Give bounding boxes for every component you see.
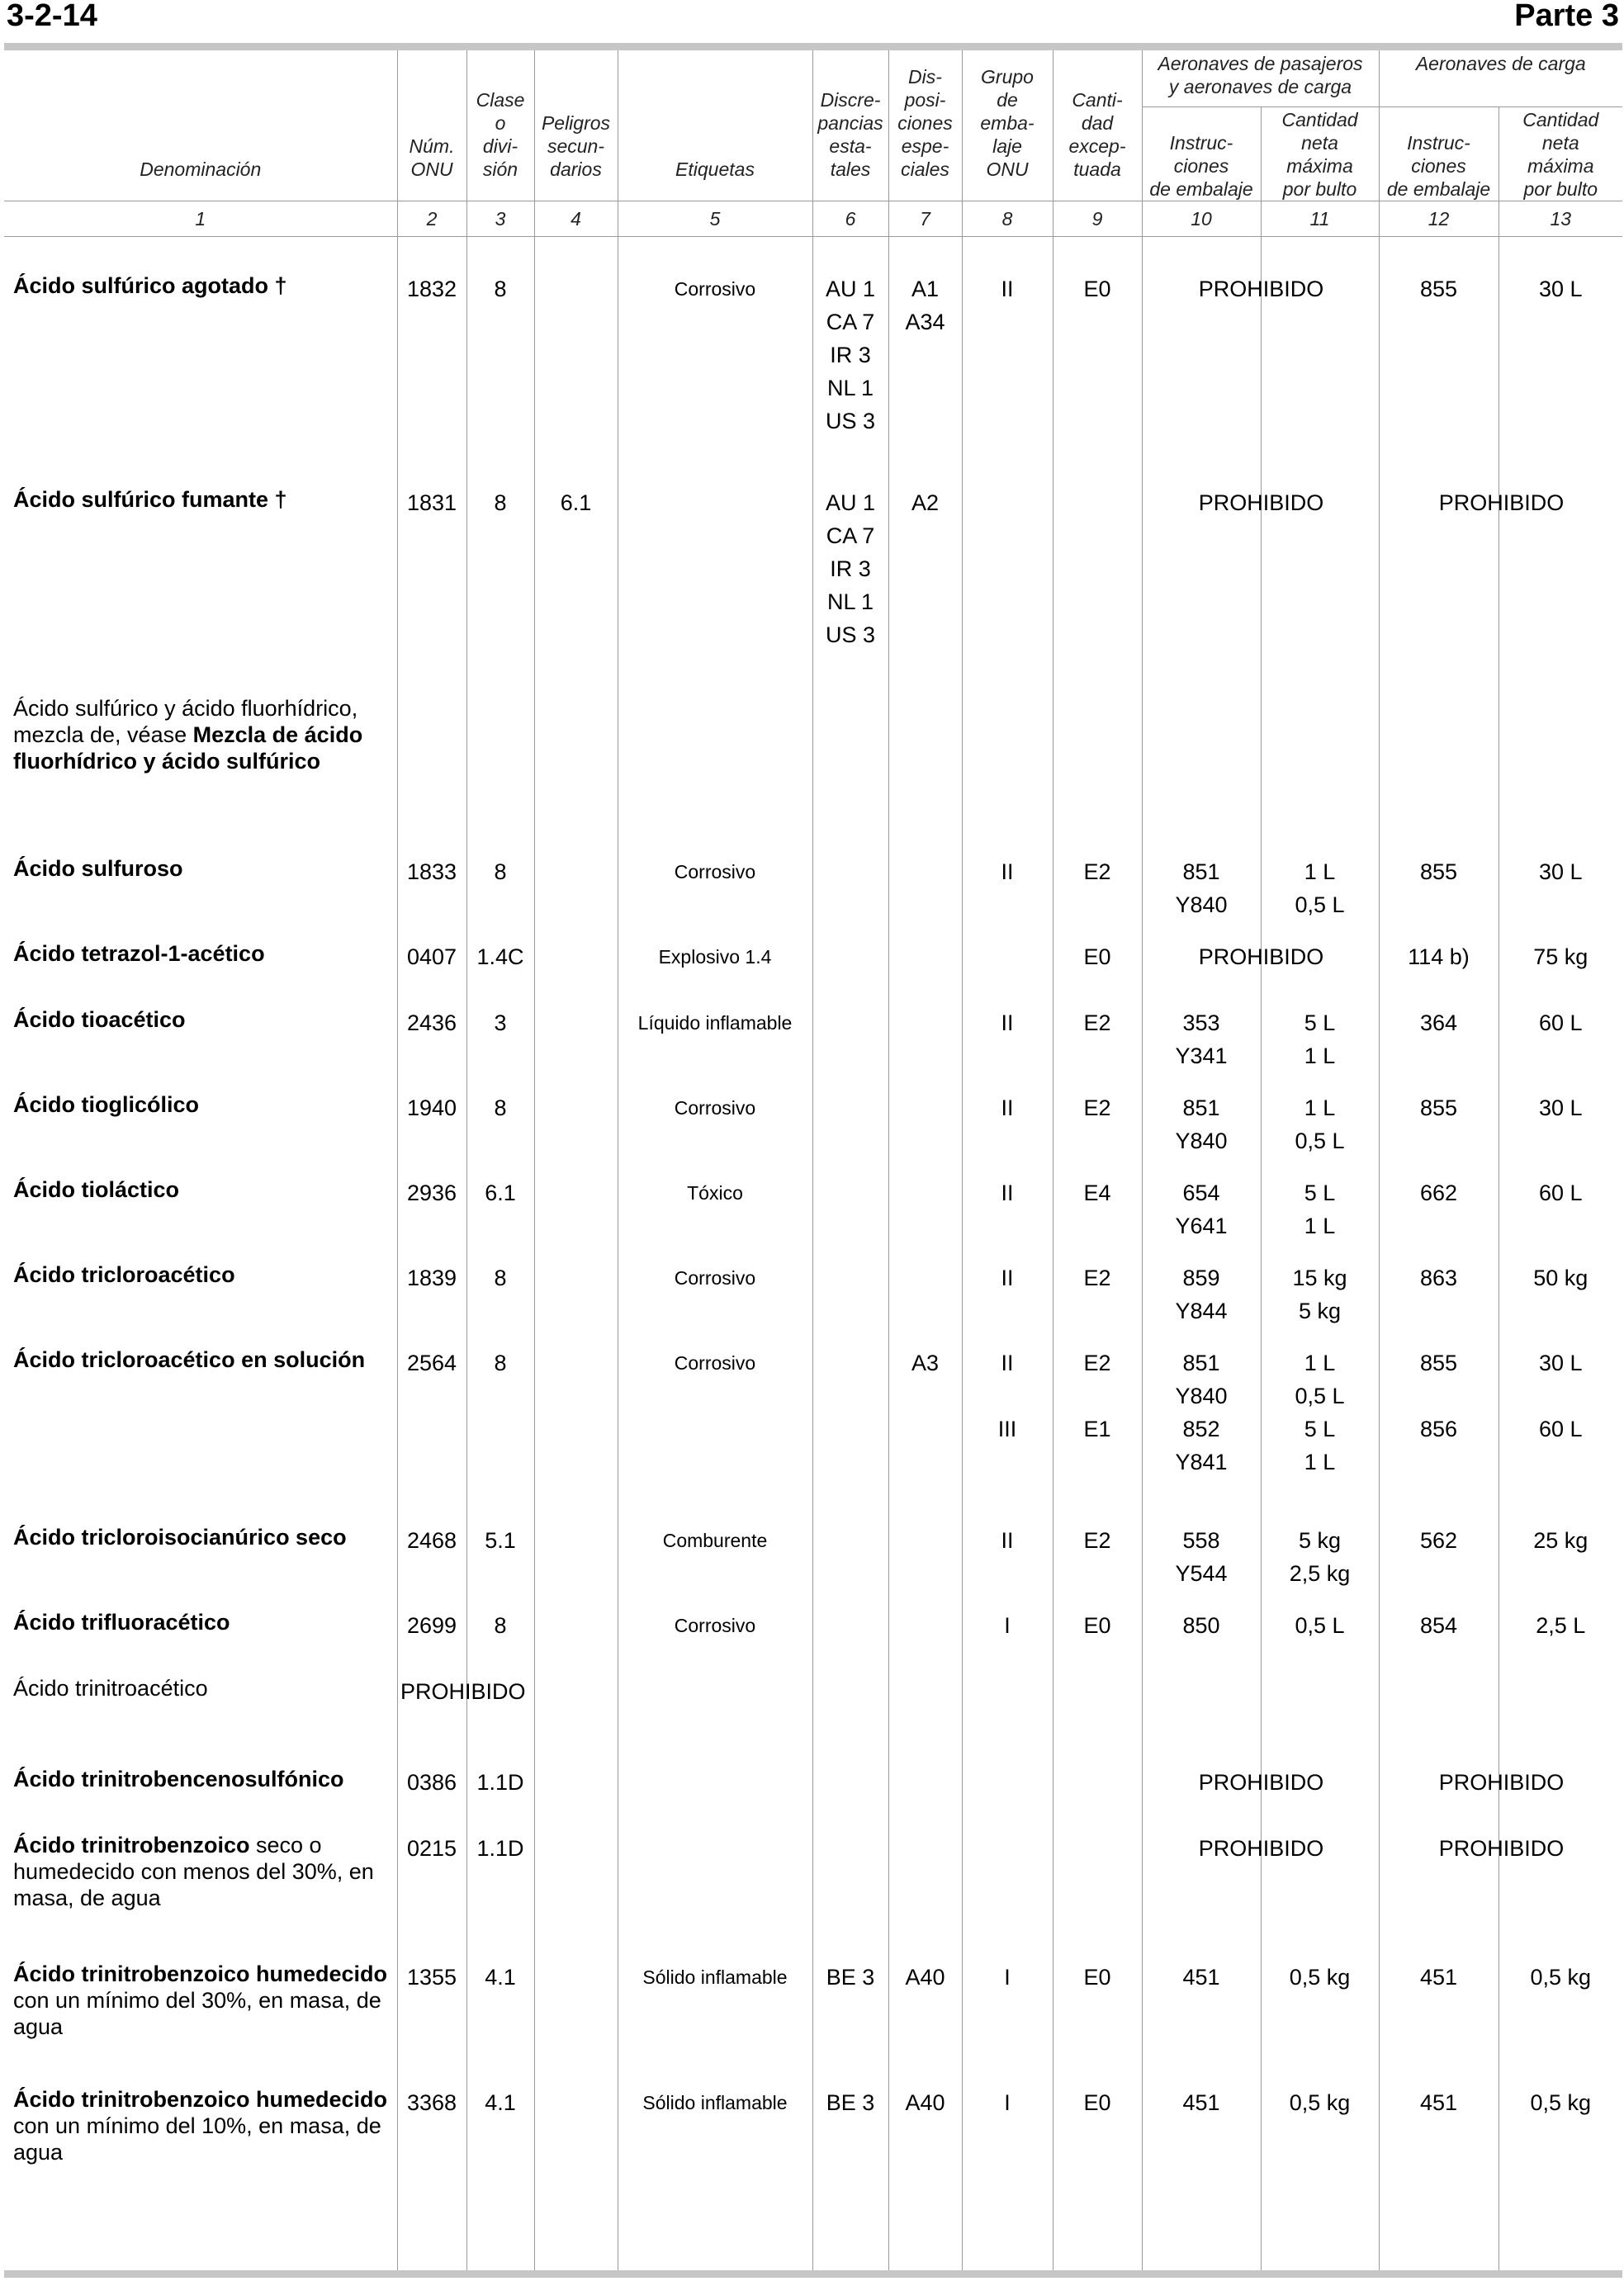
- passenger-aircraft-header: Aeronaves de pasajeros y aeronaves de carga: [1142, 50, 1379, 106]
- entry-name: Ácido trinitroacético PROHIBIDO: [13, 1676, 526, 1704]
- part-label: Parte 3: [1514, 0, 1619, 33]
- class-division: 8: [466, 855, 534, 940]
- excepted-quantity: E2 E1: [1053, 1346, 1142, 1524]
- col-number: 7: [888, 201, 962, 236]
- state-variations: AU 1 CA 7 IR 3 NL 1 US 3: [812, 272, 888, 486]
- hazard-label: Comburente: [618, 1524, 812, 1609]
- un-number: 0407: [397, 940, 466, 1006]
- col-packing-group-header: Grupo de emba- laje ONU: [962, 50, 1053, 201]
- pax-instructions: PROHIBIDO: [1142, 940, 1261, 1006]
- col-name-header: Denominación: [140, 158, 262, 180]
- table-row: [4, 1961, 1622, 2086]
- pax-quantity: 0,5 kg: [1261, 2086, 1379, 2270]
- cargo-instructions: 855: [1379, 272, 1499, 486]
- subsidiary-risk: 6.1: [534, 486, 618, 695]
- pax-instructions: PROHIBIDO: [1142, 1832, 1261, 1961]
- class-division: 6.1: [466, 1176, 534, 1261]
- cargo-instructions: 854: [1379, 1609, 1499, 1675]
- pax-instructions: 654 Y641: [1142, 1176, 1261, 1261]
- cargo-instructions: 451: [1379, 1961, 1499, 2086]
- cargo-instructions: PROHIBIDO: [1379, 1832, 1499, 1961]
- packing-group: II III: [962, 1346, 1053, 1524]
- class-division: 3: [466, 1006, 534, 1091]
- excepted-quantity: E0: [1053, 940, 1142, 1006]
- pax-instructions: 851 Y840: [1142, 1091, 1261, 1176]
- cargo-instructions: PROHIBIDO: [1379, 1766, 1499, 1832]
- entry-name: Ácido tricloroacético: [13, 1262, 235, 1287]
- col-number: 8: [962, 201, 1053, 236]
- cargo-instructions: 855: [1379, 855, 1499, 940]
- col-labels-header: Etiquetas: [618, 50, 812, 201]
- table-row: [4, 855, 1622, 940]
- pax-instructions: PROHIBIDO: [1142, 1766, 1261, 1832]
- hazard-label: Corrosivo: [618, 855, 812, 940]
- pax-instructions: 851 Y840: [1142, 855, 1261, 940]
- table-row: [4, 1675, 1622, 1766]
- entry-name: Ácido tricloroacético en solución: [13, 1347, 366, 1372]
- pax-instructions: 851 Y840 852 Y841: [1142, 1346, 1261, 1524]
- table-row: [4, 1766, 1622, 1832]
- class-division: 8: [466, 1609, 534, 1675]
- hazard-label: Corrosivo: [618, 272, 812, 486]
- class-division: 1.1D: [466, 1832, 534, 1961]
- pax-quantity: 1 L 0,5 L: [1261, 1091, 1379, 1176]
- un-number: 2436: [397, 1006, 466, 1091]
- un-number: 2699: [397, 1609, 466, 1675]
- col-number: 9: [1053, 201, 1142, 236]
- cargo-instructions: 451: [1379, 2086, 1499, 2270]
- hazard-label: Corrosivo: [618, 1261, 812, 1346]
- entry-name: Ácido tioláctico: [13, 1177, 180, 1202]
- special-provisions: A40: [888, 1961, 962, 2086]
- class-division: 8: [466, 1346, 534, 1524]
- col-un-header: Núm. ONU: [397, 50, 466, 201]
- packing-group: II: [962, 1176, 1053, 1261]
- cargo-quantity: 2,5 L: [1499, 1609, 1622, 1675]
- state-variations: BE 3: [812, 2086, 888, 2270]
- col-pax-quantity-header: Cantidad neta máxima por bulto: [1261, 106, 1379, 201]
- table-row: [4, 1832, 1622, 1961]
- class-division: 1.1D: [466, 1766, 534, 1832]
- cargo-instructions: PROHIBIDO: [1379, 486, 1499, 695]
- cargo-quantity: 30 L 60 L: [1499, 1346, 1622, 1524]
- entry-name: Ácido sulfúrico fumante †: [13, 487, 287, 512]
- excepted-quantity: E2: [1053, 1524, 1142, 1609]
- col-subrisk-header: Peligros secun- darios: [534, 50, 618, 201]
- entry-name: Ácido trinitrobenzoico humedecido con un mínimo del 10%, en masa, de agua: [13, 2087, 388, 2165]
- cargo-quantity: 30 L: [1499, 855, 1622, 940]
- state-variations: AU 1 CA 7 IR 3 NL 1 US 3: [812, 486, 888, 695]
- pax-quantity: 1 L 0,5 L: [1261, 855, 1379, 940]
- pax-instructions: 859 Y844: [1142, 1261, 1261, 1346]
- table-row: [4, 272, 1622, 486]
- special-provisions: A2: [888, 486, 962, 695]
- pax-quantity: 5 L 1 L: [1261, 1176, 1379, 1261]
- state-variations: BE 3: [812, 1961, 888, 2086]
- entry-name: Ácido tioglicólico: [13, 1092, 200, 1117]
- col-cargo-instructions-header: Instruc- ciones de embalaje: [1379, 106, 1499, 201]
- table-row: [4, 1091, 1622, 1176]
- excepted-quantity: E0: [1053, 272, 1142, 486]
- excepted-quantity: E2: [1053, 1006, 1142, 1091]
- packing-group: I: [962, 1609, 1053, 1675]
- cargo-quantity: 25 kg: [1499, 1524, 1622, 1609]
- col-number: 3: [466, 201, 534, 236]
- bottom-rule: [4, 2270, 1622, 2278]
- hazard-label: Explosivo 1.4: [618, 940, 812, 1006]
- col-number: 5: [618, 201, 812, 236]
- packing-group: II: [962, 1006, 1053, 1091]
- cargo-quantity: 0,5 kg: [1499, 1961, 1622, 2086]
- col-number: 2: [397, 201, 466, 236]
- table-row: [4, 695, 1622, 855]
- un-number: 3368: [397, 2086, 466, 2270]
- un-number: 1355: [397, 1961, 466, 2086]
- subsidiary-risk: [534, 855, 618, 940]
- un-number: 1940: [397, 1091, 466, 1176]
- un-number: 1831: [397, 486, 466, 695]
- table-row: [4, 1261, 1622, 1346]
- pax-quantity: 5 L 1 L: [1261, 1006, 1379, 1091]
- excepted-quantity: [1053, 486, 1142, 695]
- excepted-quantity: E0: [1053, 1961, 1142, 2086]
- pax-instructions: 451: [1142, 2086, 1261, 2270]
- entry-name: Ácido tetrazol-1-acético: [13, 941, 265, 966]
- pax-quantity: 15 kg 5 kg: [1261, 1261, 1379, 1346]
- cargo-quantity: 30 L: [1499, 272, 1622, 486]
- hazard-label: [618, 486, 812, 695]
- cargo-quantity: 50 kg: [1499, 1261, 1622, 1346]
- entry-name: Ácido trinitrobencenosulfónico: [13, 1767, 344, 1791]
- excepted-quantity: E2: [1053, 1091, 1142, 1176]
- pax-instructions: 451: [1142, 1961, 1261, 2086]
- entry-name: Ácido sulfúrico agotado †: [13, 273, 287, 298]
- excepted-quantity: E4: [1053, 1176, 1142, 1261]
- special-provisions: A3: [888, 1346, 962, 1524]
- class-division: 5.1: [466, 1524, 534, 1609]
- col-state-variations-header: Discre- pancias esta- tales: [812, 50, 888, 201]
- class-division: 8: [466, 272, 534, 486]
- col-number: 4: [534, 201, 618, 236]
- cargo-instructions: 855: [1379, 1091, 1499, 1176]
- pax-quantity: 0,5 L: [1261, 1609, 1379, 1675]
- col-pax-instructions-header: Instruc- ciones de embalaje: [1142, 106, 1261, 201]
- class-division: 8: [466, 486, 534, 695]
- cargo-quantity: 0,5 kg: [1499, 2086, 1622, 2270]
- hazard-label: Corrosivo: [618, 1091, 812, 1176]
- un-number: 1839: [397, 1261, 466, 1346]
- pax-quantity: 0,5 kg: [1261, 1961, 1379, 2086]
- col-cargo-quantity-header: Cantidad neta máxima por bulto: [1499, 106, 1622, 201]
- cargo-instructions: 662: [1379, 1176, 1499, 1261]
- cargo-quantity: 60 L: [1499, 1006, 1622, 1091]
- entry-name: Ácido tricloroisocianúrico seco: [13, 1525, 347, 1550]
- hazard-label: Corrosivo: [618, 1609, 812, 1675]
- table-row: [4, 940, 1622, 1006]
- class-division: 1.4C: [466, 940, 534, 1006]
- forbidden-text: PROHIBIDO: [400, 1679, 526, 1704]
- cargo-quantity: 30 L: [1499, 1091, 1622, 1176]
- cargo-instructions: 855 856: [1379, 1346, 1499, 1524]
- class-division: 8: [466, 1261, 534, 1346]
- special-provisions: A40: [888, 2086, 962, 2270]
- table-row: [4, 2086, 1622, 2270]
- cargo-instructions: 863: [1379, 1261, 1499, 1346]
- packing-group: I: [962, 1961, 1053, 2086]
- pax-instructions: PROHIBIDO: [1142, 272, 1261, 486]
- hazard-label: Sólido inflamable: [618, 2086, 812, 2270]
- col-excepted-qty-header: Canti- dad excep- tuada: [1053, 50, 1142, 201]
- entry-name: Ácido trinitrobenzoico seco o humedecido con menos del 30%, en masa, de agua: [13, 1833, 374, 1910]
- col-number: 10: [1142, 201, 1261, 236]
- pax-instructions: 558 Y544: [1142, 1524, 1261, 1609]
- dangerous-goods-table: [4, 50, 1622, 2270]
- un-number: 0386: [397, 1766, 466, 1832]
- entry-name: Ácido trinitrobenzoico humedecido con un mínimo del 30%, en masa, de agua: [13, 1962, 388, 2039]
- packing-group: I: [962, 2086, 1053, 2270]
- table-row: [4, 1609, 1622, 1675]
- subsidiary-risk: [534, 272, 618, 486]
- entry-name: Ácido trifluoracético: [13, 1610, 230, 1635]
- cargo-instructions: 364: [1379, 1006, 1499, 1091]
- table-row: [4, 1524, 1622, 1609]
- entry-name: Ácido tioacético: [13, 1007, 186, 1032]
- col-number: 11: [1261, 201, 1379, 236]
- hazard-label: Tóxico: [618, 1176, 812, 1261]
- entry-name: Ácido sulfuroso: [13, 856, 183, 881]
- class-division: 4.1: [466, 2086, 534, 2270]
- hazard-label: Líquido inflamable: [618, 1006, 812, 1091]
- col-number: 13: [1499, 201, 1622, 236]
- hazard-label: Sólido inflamable: [618, 1961, 812, 2086]
- cargo-quantity: 60 L: [1499, 1176, 1622, 1261]
- packing-group: II: [962, 1524, 1053, 1609]
- col-special-provisions-header: Dis- posi- ciones espe- ciales: [888, 50, 962, 201]
- excepted-quantity: E0: [1053, 2086, 1142, 2270]
- table-row: [4, 1176, 1622, 1261]
- pax-quantity: 1 L 0,5 L 5 L 1 L: [1261, 1346, 1379, 1524]
- cargo-instructions: 562: [1379, 1524, 1499, 1609]
- packing-group: II: [962, 855, 1053, 940]
- excepted-quantity: E2: [1053, 1261, 1142, 1346]
- col-number: 1: [4, 201, 397, 236]
- packing-group: [962, 486, 1053, 695]
- class-division: 4.1: [466, 1961, 534, 2086]
- packing-group: II: [962, 1091, 1053, 1176]
- cargo-aircraft-header: Aeronaves de carga: [1379, 50, 1622, 106]
- col-number: 12: [1379, 201, 1499, 236]
- pax-instructions: 353 Y341: [1142, 1006, 1261, 1091]
- un-number: 2564: [397, 1346, 466, 1524]
- cargo-instructions: 114 b): [1379, 940, 1499, 1006]
- table-row: [4, 1346, 1622, 1524]
- col-class-header: Clase o divi- sión: [466, 50, 534, 201]
- un-number: 1832: [397, 272, 466, 486]
- top-rule: [4, 43, 1622, 50]
- cargo-quantity: 75 kg: [1499, 940, 1622, 1006]
- un-number: 2468: [397, 1524, 466, 1609]
- hazard-label: Corrosivo: [618, 1346, 812, 1524]
- un-number: 2936: [397, 1176, 466, 1261]
- pax-instructions: PROHIBIDO: [1142, 486, 1261, 695]
- excepted-quantity: E0: [1053, 1609, 1142, 1675]
- page-number: 3-2-14: [7, 0, 97, 33]
- packing-group: II: [962, 272, 1053, 486]
- table-row: [4, 486, 1622, 695]
- packing-group: II: [962, 1261, 1053, 1346]
- un-number: 1833: [397, 855, 466, 940]
- un-number: 0215: [397, 1832, 466, 1961]
- class-division: 8: [466, 1091, 534, 1176]
- col-number: 6: [812, 201, 888, 236]
- excepted-quantity: E2: [1053, 855, 1142, 940]
- pax-quantity: 5 kg 2,5 kg: [1261, 1524, 1379, 1609]
- entry-name: Ácido sulfúrico y ácido fluorhídrico, mezcla de, véase Mezcla de ácido fluorhídrico y ácido sulfúrico: [13, 696, 363, 774]
- special-provisions: A1 A34: [888, 272, 962, 486]
- pax-instructions: 850: [1142, 1609, 1261, 1675]
- table-row: [4, 1006, 1622, 1091]
